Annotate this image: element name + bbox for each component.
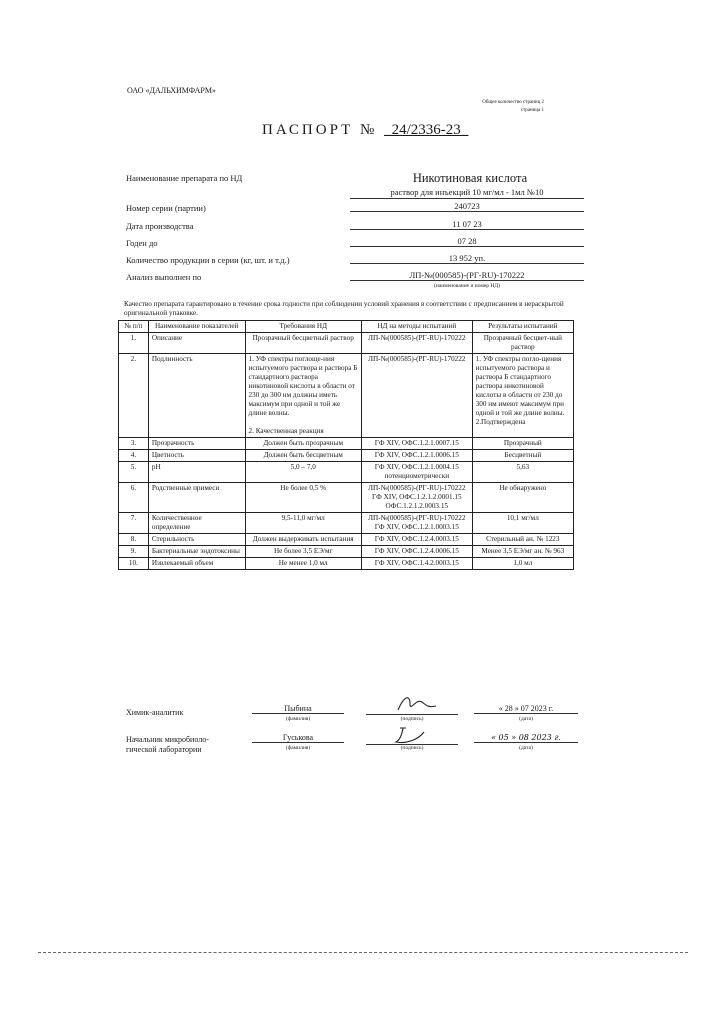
series-value: 240723 <box>350 201 584 212</box>
drug-name: Никотиновая кислота <box>412 171 528 185</box>
page-edge-divider <box>38 952 688 953</box>
header-name: Наименование показателей <box>148 321 245 333</box>
header-number: № п/п <box>119 321 149 333</box>
title-text: ПАСПОРТ № <box>262 122 378 138</box>
date-caption: (дата) <box>519 745 533 751</box>
surname-caption: (фамилия) <box>285 716 311 722</box>
table-row: 3. Прозрачность Должен быть прозрачным ГФ XIV, ОФС.1.2.1.0007.15 Прозрачный <box>119 438 574 450</box>
signature-mark-chemist <box>366 692 458 715</box>
prod-date-value: 11 07 23 <box>350 219 584 230</box>
table-row: 9. Бактериальные эндотоксины Не более 3,5 ЕЭ/мг ГФ XIV, ОФС.1.2.4.0006.15 Менее 3,5 ЕЭ/мг ан. № 963 <box>119 546 574 558</box>
handwritten-signature-icon <box>366 692 458 714</box>
analysis-label: Анализ выполнен по <box>126 272 202 282</box>
date-caption: (дата) <box>519 716 533 722</box>
series-label: Номер серии (партии) <box>126 203 206 213</box>
surname-caption: (фамилия) <box>285 745 311 751</box>
signature-mark-microbiology <box>366 722 458 745</box>
page-current: страница 1 <box>520 108 544 113</box>
pages-total: Общее количество страниц 2 <box>482 100 544 105</box>
quantity-label: Количество продукции в серии (кг, шт. и т.д.) <box>126 255 290 265</box>
table-row: 5. pH 5,0 – 7,0 ГФ XIV, ОФС.1.2.1.0004.15 потенциометрически 5,63 <box>119 462 574 483</box>
table-row: 7. Количественное определение 9,5-11,0 мг/мл ЛП-№(000585)-(РГ-RU)-170222 ГФ XIV, ОФС.1.2.1.0003.15 10,1 мг/мл <box>119 513 574 534</box>
signature-role-microbiology: Начальник микробиоло-гической лаборатории <box>126 735 209 754</box>
signature-surname-microbiology: Гуськова <box>252 733 344 743</box>
signature-surname-chemist: Пыбина <box>252 704 344 714</box>
passport-number: _24/2336-23_ <box>384 122 469 138</box>
sign-caption: (подпись) <box>400 745 424 751</box>
table-row: 10. Извлекаемый объем Не менее 1,0 мл ГФ XIV, ОФС.1.4.2.0003.15 1,0 мл <box>119 558 574 570</box>
sign-caption: (подпись) <box>400 716 424 722</box>
drug-form: раствор для инъекций 10 мг/мл - 1мл №10 <box>350 187 584 199</box>
quality-note: Качество препарата гарантировано в течение срока годности при соблюдении условий хранения в соответствии с предписанием в нераскрытой оригинальной упаковке. <box>124 300 564 317</box>
table-row: 8. Стерильность Должен выдерживать испытания ГФ XIV, ОФС.1.2.4.0003.15 Стерильный ан. № 1223 <box>119 534 574 546</box>
signature-role-chemist: Химик-аналитик <box>126 708 184 717</box>
header-methods: НД на методы испытаний <box>361 321 472 333</box>
drug-label: Наименование препарата по НД <box>126 173 243 183</box>
table-row: 2. Подлинность 1. УФ спектры поглоще-ния испытуемого раствора и раствора Б стандартного раствора никотиновой кислоты в области от 230 до 300 нм должны иметь максимум при одной и той же длине волны. 2. Качественная реакция ЛП-№(000585)-(РГ-RU)-170222 1. УФ спектры погло-щения испытуемого раствора и раствора Б стандартного раствора никотиновой кислоты в области от 230 до 300 нм имеют максимум при одной и той же длине волны. 2.Подтверждена <box>119 354 574 438</box>
header-results: Результаты испытаний <box>472 321 573 333</box>
company-name: ОАО «ДАЛЬХИМФАРМ» <box>127 86 216 95</box>
page-counter <box>466 99 544 115</box>
handwritten-signature-icon <box>366 722 458 744</box>
prod-date-label: Дата производства <box>126 221 194 231</box>
table-header-row <box>119 321 574 333</box>
header-requirements: Требования НД <box>245 321 361 333</box>
table-row: 6. Родственные примеси Не более 0,5 % ЛП-№(000585)-(РГ-RU)-170222 ГФ XIV, ОФС.1.2.1.2.0001.15 ОФС.1.2.1.2.0003.15 Не обнаружено <box>119 483 574 513</box>
expiry-value: 07 28 <box>350 236 584 247</box>
table-row: 1. Описание Прозрачный бесцветный раствор ЛП-№(000585)-(РГ-RU)-170222 Прозрачный бесцвет-ный раствор <box>119 333 574 354</box>
signature-date-chemist: « 28 » 07 2023 г. <box>474 704 578 714</box>
analysis-value: ЛП-№(000585)-(РГ-RU)-170222 <box>350 270 584 281</box>
expiry-label: Годен до <box>126 238 158 248</box>
signature-date-microbiology: « 05 » 08 2023 г. <box>474 733 578 743</box>
table-row: 4. Цветность Должен быть бесцветным ГФ XIV, ОФС.1.2.1.0006.15 Бесцветный <box>119 450 574 462</box>
analysis-sub: (наименование и номер НД) <box>434 283 500 289</box>
results-table <box>118 320 574 570</box>
passport-title <box>262 122 468 139</box>
quantity-value: 13 952 уп. <box>350 253 584 264</box>
